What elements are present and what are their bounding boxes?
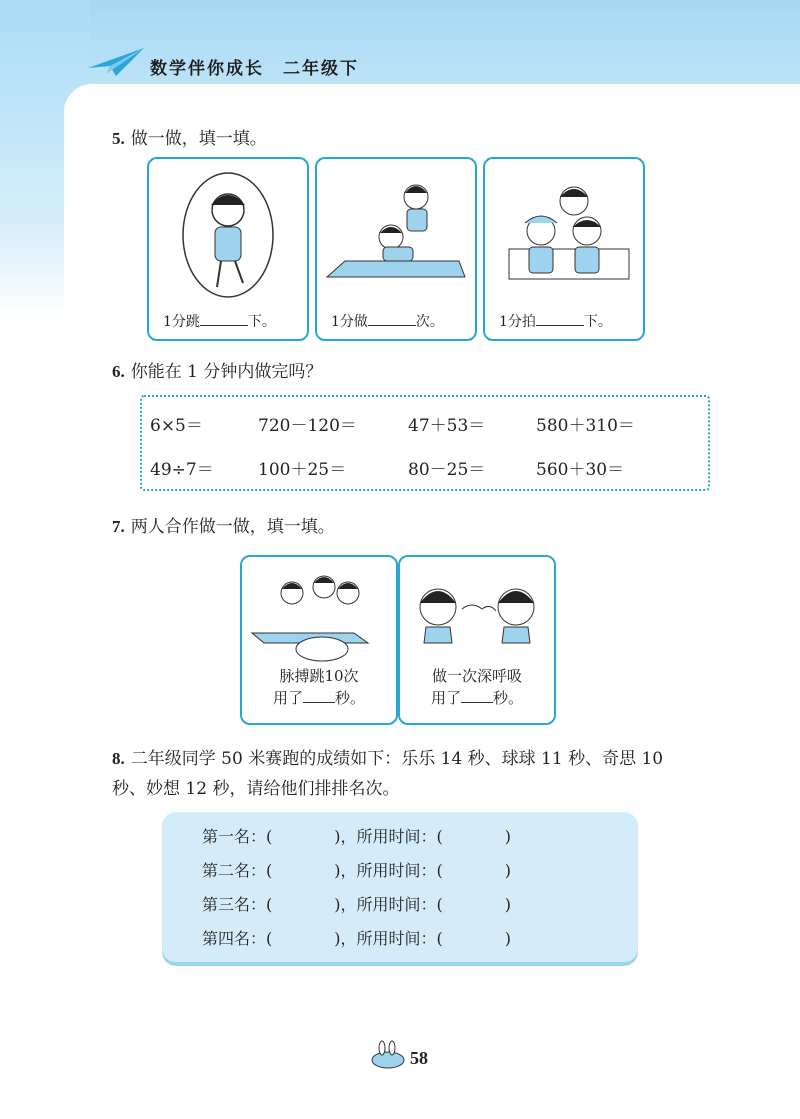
calc-item: 6×5＝ xyxy=(150,416,203,436)
answer-blank[interactable] xyxy=(368,324,416,326)
panel-sit-ups xyxy=(315,157,477,341)
caption-prefix: 用了 xyxy=(430,689,461,707)
ranking-row xyxy=(202,858,511,881)
panel-caption xyxy=(499,311,612,331)
rank-end: ) xyxy=(504,895,511,914)
question-5-title xyxy=(112,124,267,149)
question-7-number: 7. xyxy=(112,517,125,536)
question-5-number: 5. xyxy=(112,129,125,148)
calc-item: 47＋53＝ xyxy=(408,416,486,436)
calculation-box xyxy=(140,395,710,491)
panel-caption-line2 xyxy=(400,687,554,709)
caption-suffix: 下。 xyxy=(583,314,612,330)
rank-label: 第一名：( xyxy=(202,827,273,846)
header-title: 数学伴你成长 二年级下 xyxy=(150,59,359,79)
rank-mid: )，所用时间：( xyxy=(334,929,443,948)
calc-item: 560＋30＝ xyxy=(536,460,625,480)
question-8-title xyxy=(112,744,702,804)
question-6-title xyxy=(112,357,322,382)
answer-blank[interactable] xyxy=(303,701,335,703)
caption-prefix: 1分做 xyxy=(331,314,368,330)
sit-ups-illustration xyxy=(321,165,471,305)
question-7-text: 两人合作做一做，填一填。 xyxy=(130,517,335,537)
panel-caption-line1: 做一次深呼吸 xyxy=(431,667,522,685)
question-7-title xyxy=(112,512,335,537)
panel-pulse xyxy=(240,555,398,725)
question-5-text: 做一做，填一填。 xyxy=(130,129,267,149)
calc-item: 49÷7＝ xyxy=(150,460,214,480)
caption-suffix: 秒。 xyxy=(335,689,366,707)
ranking-row xyxy=(202,824,511,847)
caption-prefix: 1分跳 xyxy=(163,314,200,330)
breathing-illustration xyxy=(402,563,552,663)
question-6-number: 6. xyxy=(112,362,125,381)
rank-label: 第四名：( xyxy=(202,929,273,948)
question-6-text: 你能在 1 分钟内做完吗？ xyxy=(130,362,323,382)
paper-plane-icon xyxy=(86,44,146,80)
bunny-mascot-icon xyxy=(368,1040,408,1070)
calc-item: 720－120＝ xyxy=(258,416,357,436)
caption-prefix: 用了 xyxy=(272,689,303,707)
answer-blank[interactable] xyxy=(536,324,584,326)
rank-end: ) xyxy=(504,929,511,948)
rank-label: 第二名：( xyxy=(202,861,273,880)
question-8-text: 二年级同学 50 米赛跑的成绩如下：乐乐 14 秒、球球 11 秒、奇思 10 秒、妙想 12 秒，请给他们排排名次。 xyxy=(112,749,664,799)
calc-item: 580＋310＝ xyxy=(536,416,635,436)
panel-caption-line2 xyxy=(242,687,396,709)
question-8-number: 8. xyxy=(112,749,125,768)
rank-mid: )，所用时间：( xyxy=(334,861,443,880)
panel-clapping xyxy=(483,157,645,341)
caption-suffix: 次。 xyxy=(415,314,444,330)
rank-label: 第三名：( xyxy=(202,895,273,914)
caption-prefix: 1分拍 xyxy=(499,314,536,330)
panel-jump-rope xyxy=(147,157,309,341)
calc-item: 100＋25＝ xyxy=(258,460,347,480)
jump-rope-illustration xyxy=(153,165,303,305)
answer-blank[interactable] xyxy=(461,701,493,703)
panel-caption xyxy=(331,311,444,331)
pulse-illustration xyxy=(244,563,394,663)
rank-mid: )，所用时间：( xyxy=(334,895,443,914)
rank-end: ) xyxy=(504,827,511,846)
panel-breathing xyxy=(398,555,556,725)
caption-suffix: 下。 xyxy=(247,314,276,330)
clapping-illustration xyxy=(489,165,639,305)
calc-item: 80－25＝ xyxy=(408,460,486,480)
ranking-row xyxy=(202,892,511,915)
panel-caption xyxy=(163,311,276,331)
ranking-box xyxy=(162,812,638,962)
page-number: 58 xyxy=(410,1048,428,1068)
rank-mid: )，所用时间：( xyxy=(334,827,443,846)
ranking-row xyxy=(202,926,511,949)
caption-suffix: 秒。 xyxy=(493,689,524,707)
rank-end: ) xyxy=(504,861,511,880)
panel-caption-line1: 脉搏跳10次 xyxy=(279,667,359,685)
answer-blank[interactable] xyxy=(200,324,248,326)
